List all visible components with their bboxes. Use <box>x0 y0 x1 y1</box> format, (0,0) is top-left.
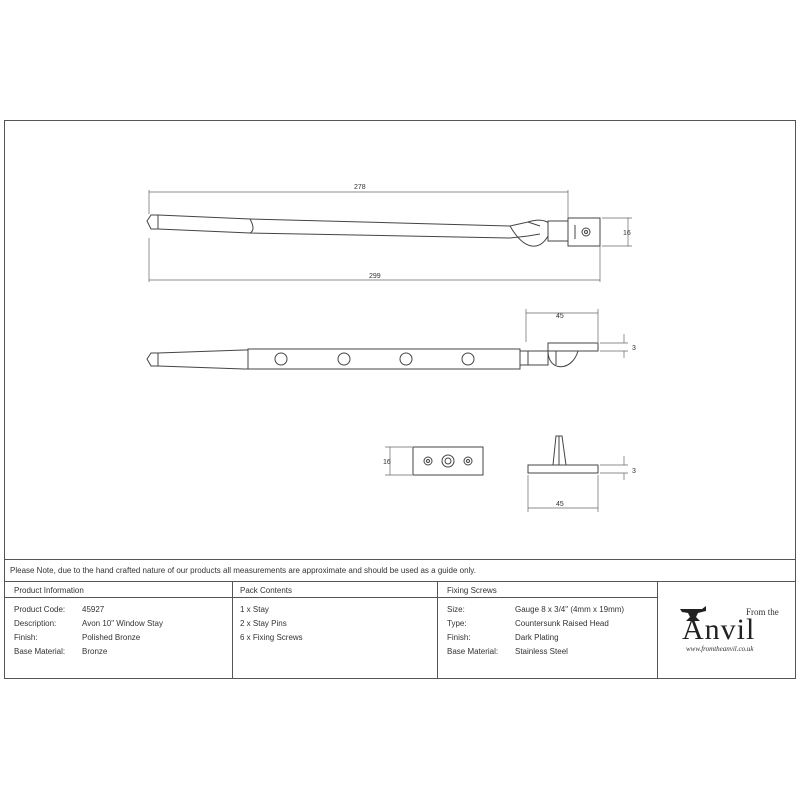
col-divider-2 <box>437 582 438 678</box>
plate-front-view <box>413 447 483 475</box>
from-the-anvil-logo <box>660 583 794 677</box>
pack-item: 2 x Stay Pins <box>240 619 287 628</box>
divider-note <box>5 581 795 582</box>
col-divider-1 <box>232 582 233 678</box>
pack-item: 6 x Fixing Screws <box>240 633 303 642</box>
dim-3-side: 3 <box>632 345 636 352</box>
dim-16-plate: 16 <box>383 459 391 466</box>
logo-url: www.fromtheanvil.co.uk <box>686 645 754 653</box>
dim-3-pin: 3 <box>632 468 636 475</box>
description-label: Description: <box>14 619 57 628</box>
screw-material-value: Stainless Steel <box>515 647 568 656</box>
stay-side-view <box>147 343 598 369</box>
disclaimer-note: Please Note, due to the hand crafted nature of our products all measurements are approximate and should be used as a guide only. <box>10 566 476 575</box>
dim-299: 299 <box>369 273 381 280</box>
dim-45-pin: 45 <box>556 501 564 508</box>
pack-contents-title: Pack Contents <box>240 586 293 595</box>
dim-16-top: 16 <box>623 230 631 237</box>
screw-size-label: Size: <box>447 605 465 614</box>
logo-from-text: From the <box>746 607 779 617</box>
logo-wordmark: Anvil <box>682 613 756 646</box>
divider-bottom <box>5 678 795 679</box>
screw-type-label: Type: <box>447 619 467 628</box>
dim-45-side: 45 <box>556 313 564 320</box>
divider-headers <box>5 597 657 598</box>
screw-size-value: Gauge 8 x 3/4" (4mm x 19mm) <box>515 605 625 614</box>
finish-value: Polished Bronze <box>82 633 141 642</box>
screw-type-value: Countersunk Raised Head <box>515 619 609 628</box>
finish-label: Finish: <box>14 633 38 642</box>
screw-finish-label: Finish: <box>447 633 471 642</box>
pack-item: 1 x Stay <box>240 605 269 614</box>
dim-278: 278 <box>354 184 366 191</box>
stay-top-view <box>147 215 600 246</box>
product-code-value: 45927 <box>82 605 105 614</box>
description-value: Avon 10" Window Stay <box>82 619 163 628</box>
product-code-label: Product Code: <box>14 605 66 614</box>
base-material-label: Base Material: <box>14 647 66 656</box>
divider-top <box>5 559 795 560</box>
screw-finish-value: Dark Plating <box>515 633 559 642</box>
product-info-title: Product Information <box>14 586 84 595</box>
base-material-value: Bronze <box>82 647 108 656</box>
fixing-screws-title: Fixing Screws <box>447 586 497 595</box>
screw-material-label: Base Material: <box>447 647 499 656</box>
col-divider-3 <box>657 582 658 678</box>
pin-side-view <box>528 436 598 473</box>
pin-dimensions <box>528 456 628 512</box>
